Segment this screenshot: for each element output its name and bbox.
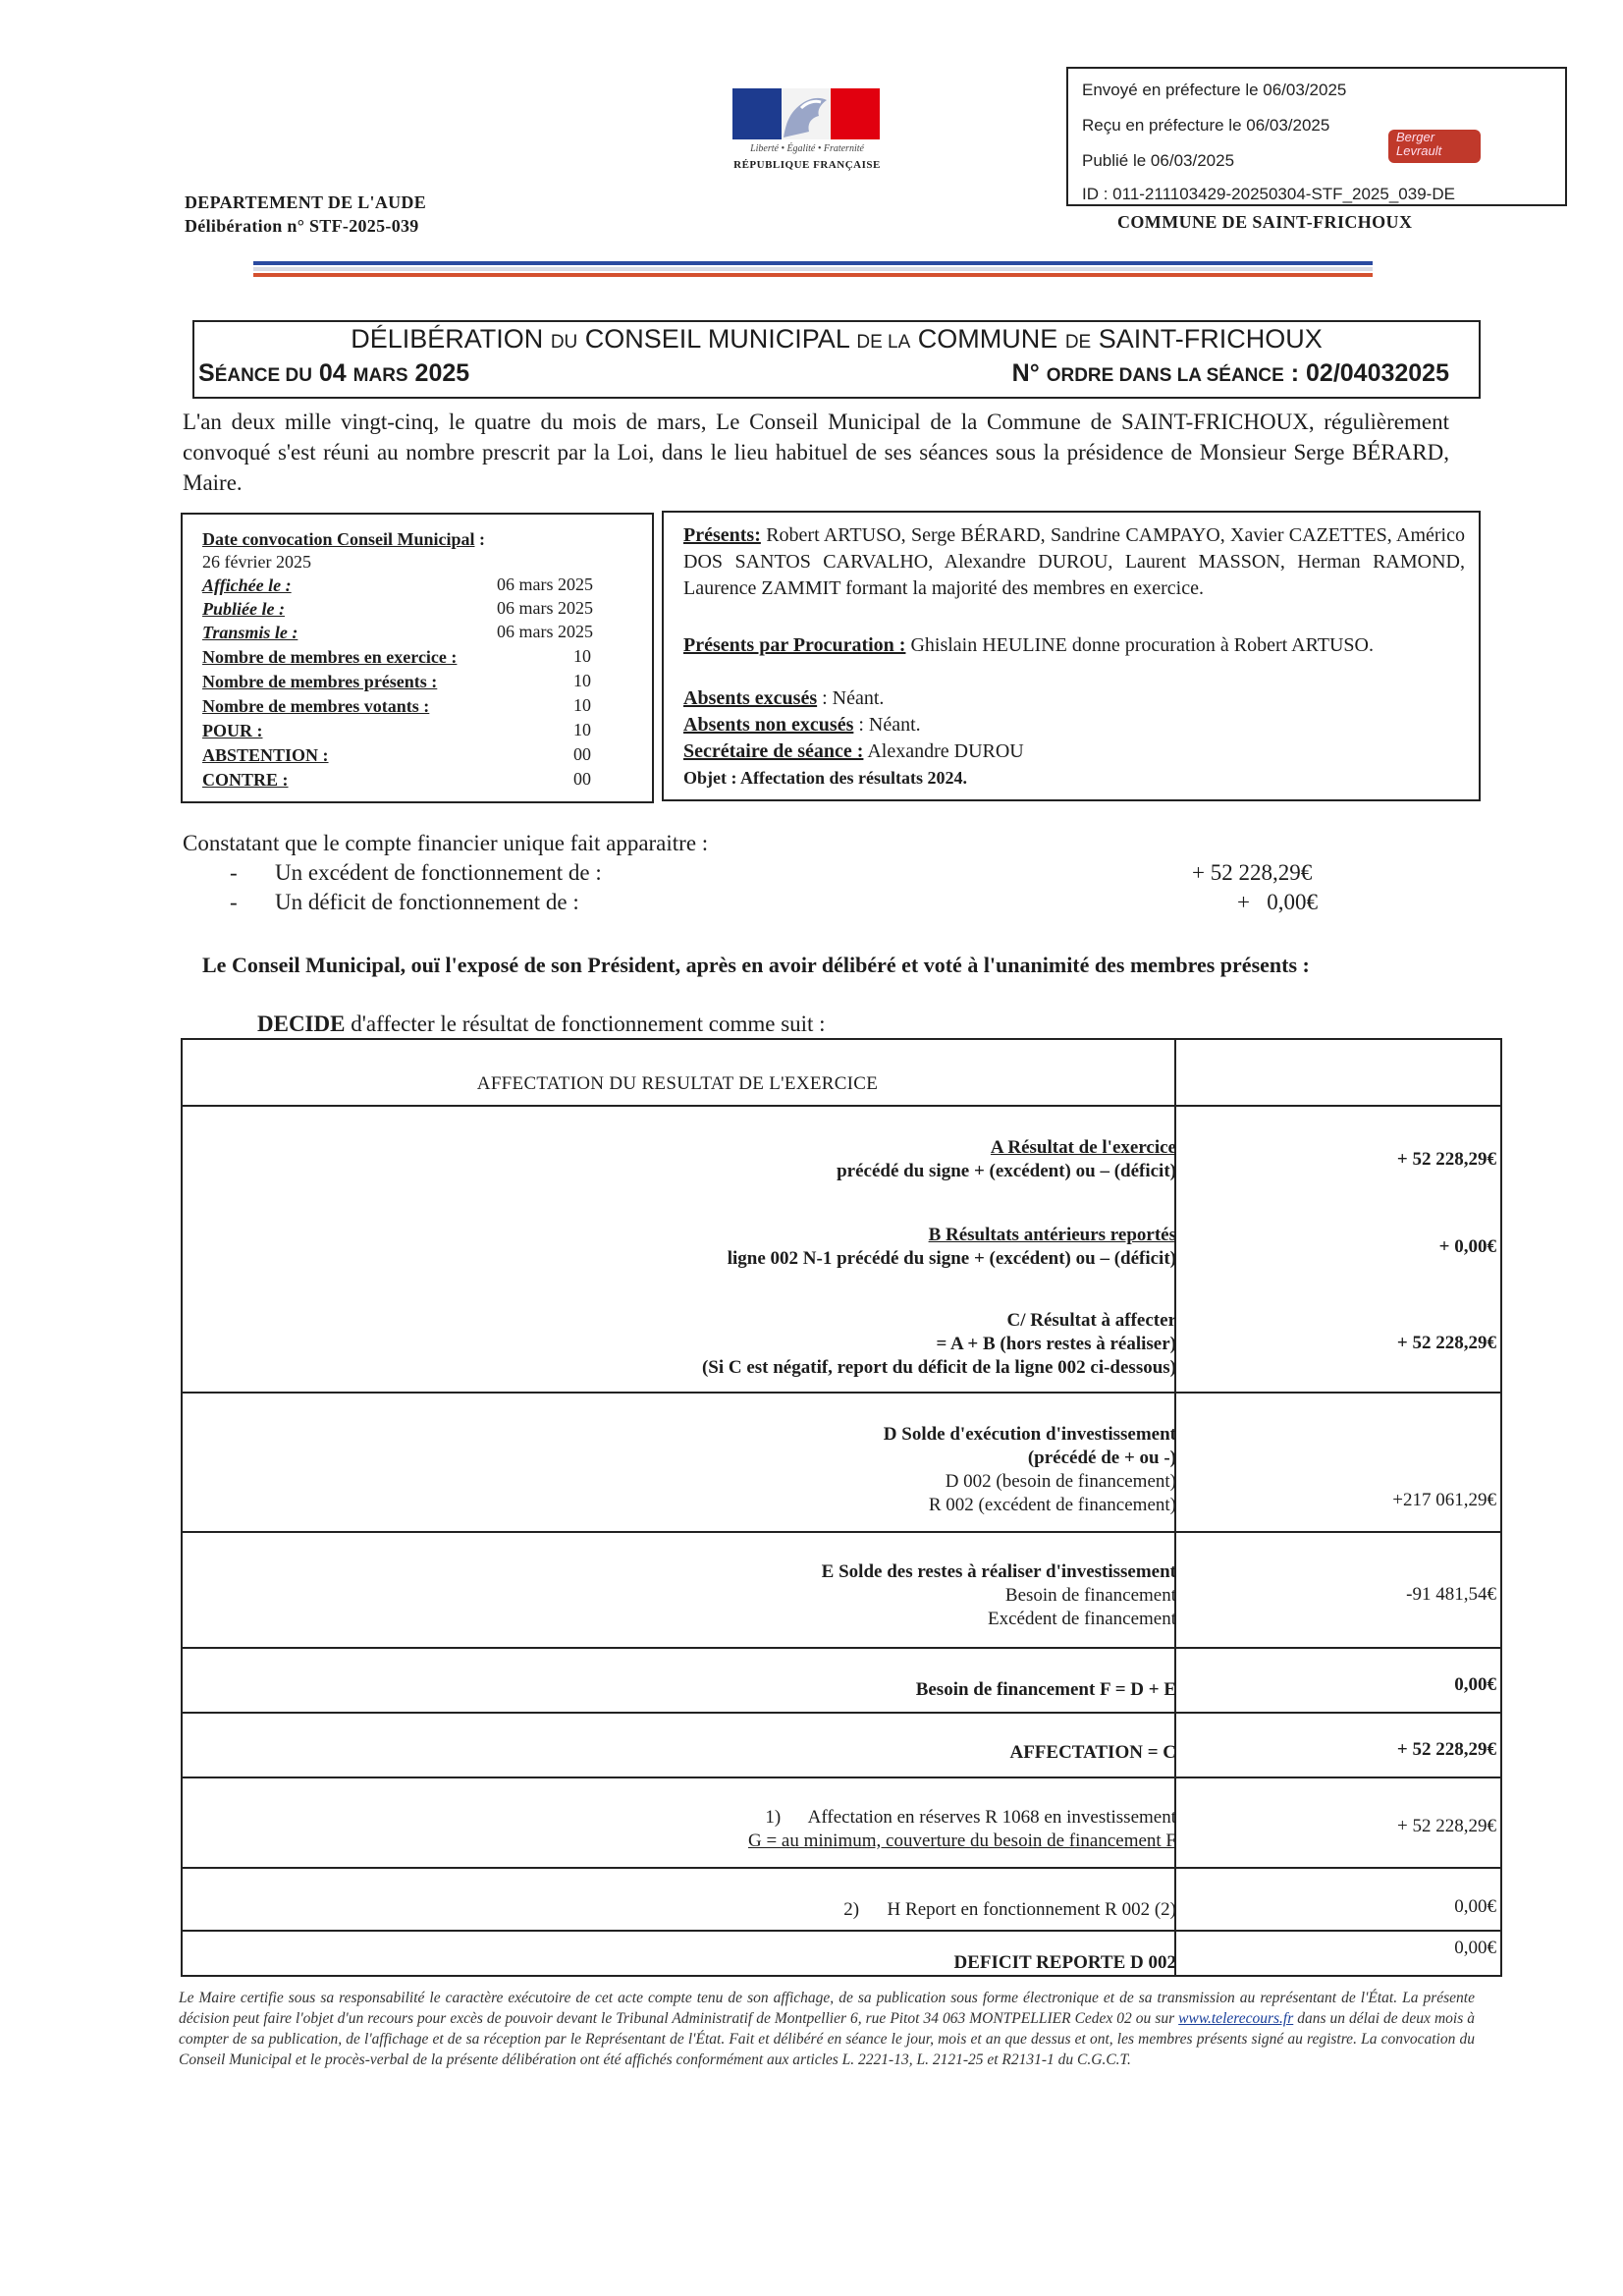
session-word: ÉANCE DU — [214, 365, 312, 386]
legal-footer — [179, 1988, 1475, 2070]
logo-motto: Liberté • Égalité • Fraternité — [750, 143, 864, 154]
decide-text: d'affecter le résultat de fonctionnement comme suit : — [345, 1011, 826, 1036]
berger-levrault-logo — [1388, 130, 1481, 163]
row-c-title: C/ Résultat à affecter — [1006, 1310, 1176, 1331]
deficit-row-value: 0,00€ — [1454, 1938, 1496, 1958]
abstention-label: ABSTENTION : — [202, 745, 329, 765]
tricolor-separator — [253, 261, 1373, 277]
transmitted-value: 06 mars 2025 — [497, 622, 593, 641]
unexcused-members — [683, 712, 1465, 738]
object-text: Affectation des résultats 2024. — [736, 768, 967, 788]
prefecture-stamp — [1066, 67, 1567, 206]
row-e-label — [822, 1560, 1176, 1631]
title-word: DE LA — [856, 332, 911, 353]
unexcused-label: Absents non excusés — [683, 714, 854, 736]
proxy-members — [683, 632, 1465, 659]
stamp-id: ID : 011-211103429-20250304-STF_2025_039-DE — [1082, 185, 1455, 203]
abstention-value: 00 — [573, 744, 591, 764]
present-count-label: Nombre de membres présents : — [202, 672, 438, 691]
r1068-line2: G = au minimum, couverture du besoin de financement F — [748, 1831, 1176, 1851]
commune-header: COMMUNE DE SAINT-FRICHOUX — [1117, 212, 1413, 232]
order-word: : 02/04032025 — [1290, 359, 1449, 387]
row-b-label — [728, 1224, 1176, 1271]
row-d-sub1: (précédé de + ou -) — [1027, 1448, 1176, 1468]
convocation-date: 26 février 2025 — [202, 552, 311, 572]
excused-members — [683, 685, 1465, 712]
session-word: 04 — [318, 359, 347, 387]
row-d-title: D Solde d'exécution d'investissement — [883, 1424, 1176, 1445]
attendance-box — [662, 511, 1481, 801]
r1068-line1: 1) Affectation en réserves R 1068 en investissement — [765, 1807, 1176, 1828]
r1068-value: + 52 228,29€ — [1397, 1816, 1496, 1836]
table-header-value-cell — [1174, 1038, 1502, 1107]
bullet-dash: - — [230, 860, 238, 885]
against-label: CONTRE : — [202, 770, 289, 790]
present-count-value: 10 — [573, 671, 591, 690]
row-c-value: + 52 228,29€ — [1396, 1333, 1496, 1353]
against-value: 00 — [573, 769, 591, 789]
order-number — [1012, 359, 1449, 388]
row-f-label: Besoin de financement F = D + E — [915, 1679, 1176, 1700]
row-b-title: B Résultats antérieurs reportés — [928, 1225, 1176, 1245]
session-word: 2025 — [414, 359, 470, 387]
title-word: DÉLIBÉRATION — [351, 324, 544, 354]
surplus-value: + 52 228,29€ — [1192, 860, 1313, 885]
row-c-sub1: = A + B (hors restes à réaliser) — [936, 1334, 1176, 1354]
findings-intro: Constatant que le compte financier unique fait apparaitre : — [183, 831, 709, 855]
published-label: Publiée le : — [202, 599, 285, 619]
decision-text: Le Conseil Municipal, ouï l'exposé de son Président, après en avoir délibéré et voté à l'unanimité des membres présents : — [202, 953, 1310, 977]
department-name: DEPARTEMENT DE L'AUDE — [185, 192, 427, 212]
brand-line1: Berger — [1396, 130, 1435, 144]
footer-text-2: dans un délai de deux mois à compter de sa publication, de l'affichage et de sa réception par le Représentant de l'État. Fait et délibéré en séance le jour, mois et an que dessus et ont, les membres présents signé au registre. La convocation du Conseil Municipal et le procès-verbal de la présente délibération ont été affichés conformément aux articles L. 2221-13, L. 2121-25 et R2131-1 du C.G.C.T. — [179, 2010, 1475, 2068]
table-header-cell — [181, 1038, 1176, 1107]
row-b-sub: ligne 002 N-1 précédé du signe + (excédent) ou – (déficit) — [727, 1248, 1176, 1269]
secretary-label: Secrétaire de séance : — [683, 740, 864, 762]
secretary — [683, 738, 1465, 765]
row-a-title: A Résultat de l'exercice — [990, 1137, 1176, 1158]
members-value: 10 — [573, 646, 591, 666]
convocation-label-text: Date convocation Conseil Municipal — [202, 529, 475, 549]
deficit-row-label: DEFICIT REPORTE D 002 — [953, 1952, 1176, 1973]
affectation-value: + 52 228,29€ — [1396, 1739, 1496, 1760]
order-word: N° — [1011, 359, 1040, 387]
present-text: Robert ARTUSO, Serge BÉRARD, Sandrine CAMPAYO, Xavier CAZETTES, Américo DOS SANTOS CARVALHO, Alexandre DUROU, Laurent MASSON, Herman RAMOND, Laurence ZAMMIT formant la majorité des membres en exercice. — [683, 524, 1465, 599]
session-word: S — [198, 359, 215, 387]
h-value: 0,00€ — [1454, 1896, 1496, 1917]
row-a-value: + 52 228,29€ — [1396, 1149, 1496, 1170]
intro-paragraph: L'an deux mille vingt-cinq, le quatre du mois de mars, Le Conseil Municipal de la Commune de SAINT-FRICHOUX, régulièrement convoqué s'est réuni au nombre prescrit par la Loi, dans le lieu habituel de ses séances sous la présidence de Monsieur Serge BÉRARD, Maire. — [183, 410, 1449, 495]
r1068-label — [748, 1806, 1176, 1853]
secretary-text: Alexandre DUROU — [863, 740, 1024, 762]
voters-label: Nombre de membres votants : — [202, 696, 430, 716]
footer-text-1: Le Maire certifie sous sa responsabilité le caractère exécutoire de cet acte compte tenu de son affichage, de sa publication sous forme électronique et de sa transmission au représentant de l'État. La présente décision peut faire l'objet d'un recours pour excès de pouvoir devant le Tribunal Administratif de Montpellier 6, rue Pitot 34 063 MONTPELLIER Cedex 02 ou sur — [179, 1990, 1475, 2027]
brand-line2: Levrault — [1396, 143, 1442, 158]
for-label: POUR : — [202, 721, 263, 740]
f-value-cell — [1174, 1647, 1502, 1714]
row-b-value: + 0,00€ — [1438, 1236, 1496, 1257]
title-box — [192, 320, 1481, 399]
affectation-label: AFFECTATION = C — [1009, 1742, 1176, 1763]
deliberation-number: Délibération n° STF-2025-039 — [185, 216, 419, 236]
bullet-dash: - — [230, 890, 238, 914]
marianne-logo — [730, 88, 884, 181]
stamp-sent: Envoyé en préfecture le 06/03/2025 — [1082, 81, 1347, 99]
row-f-value: 0,00€ — [1454, 1674, 1496, 1695]
row-d-value: +217 061,29€ — [1392, 1490, 1496, 1510]
deliberation-title — [194, 324, 1479, 355]
decide-line — [257, 1011, 826, 1037]
row-c-label — [702, 1309, 1176, 1380]
posted-label: Affichée le : — [202, 575, 292, 595]
session-date — [198, 359, 469, 388]
convocation-colon: : — [474, 529, 485, 549]
row-d-label — [884, 1423, 1176, 1517]
allocation-table — [181, 1038, 1502, 1977]
convocation-label — [202, 528, 485, 550]
proxy-text: Ghislain HEULINE donne procuration à Robert ARTUSO. — [905, 634, 1374, 656]
telerecours-link[interactable]: www.telerecours.fr — [1178, 2010, 1294, 2027]
title-word: CONSEIL MUNICIPAL — [584, 324, 849, 354]
deficit-value: + 0,00€ — [1237, 890, 1318, 914]
title-word: SAINT-FRICHOUX — [1098, 324, 1323, 354]
present-label: Présents: — [683, 524, 761, 546]
h-value-cell — [1174, 1867, 1502, 1932]
deficit-value-cell — [1174, 1930, 1502, 1977]
object — [683, 765, 1465, 792]
unexcused-text: : Néant. — [853, 714, 921, 736]
session-word: MARS — [352, 365, 408, 386]
stamp-received: Reçu en préfecture le 06/03/2025 — [1082, 116, 1330, 135]
row-e-sub1: Besoin de financement — [1004, 1585, 1176, 1606]
surplus-label: Un excédent de fonctionnement de : — [275, 860, 602, 885]
row-e-title: E Solde des restes à réaliser d'investissement — [821, 1561, 1176, 1582]
row-c-sub2: (Si C est négatif, report du déficit de la ligne 002 ci-dessous) — [701, 1357, 1176, 1378]
logo-republic-text: RÉPUBLIQUE FRANÇAISE — [733, 159, 881, 171]
row-d-sub2: D 002 (besoin de financement) — [945, 1471, 1176, 1492]
decide-word: DECIDE — [257, 1011, 346, 1036]
voters-value: 10 — [573, 695, 591, 715]
department-header — [185, 191, 426, 238]
present-members — [683, 522, 1465, 602]
proxy-label: Présents par Procuration : — [683, 634, 906, 656]
row-e-sub2: Excédent de financement — [987, 1609, 1176, 1629]
object-label: Objet : — [683, 768, 737, 788]
deficit-label: Un déficit de fonctionnement de : — [275, 890, 579, 914]
convocation-box — [181, 513, 654, 803]
transmitted-label: Transmis le : — [202, 623, 298, 642]
marianne-flag-icon — [732, 88, 880, 139]
title-word: DU — [550, 332, 578, 353]
excused-text: : Néant. — [817, 687, 885, 709]
excused-label: Absents excusés — [683, 687, 818, 709]
row-a-sub: précédé du signe + (excédent) ou – (déficit) — [837, 1161, 1176, 1181]
title-word: DE — [1064, 332, 1092, 353]
order-word: ORDRE DANS LA SÉANCE — [1046, 365, 1284, 386]
published-value: 06 mars 2025 — [497, 598, 593, 618]
row-e-value: -91 481,54€ — [1406, 1584, 1496, 1605]
table-header: AFFECTATION DU RESULTAT DE L'EXERCICE — [476, 1073, 879, 1094]
row-a-label — [837, 1136, 1176, 1183]
title-word: COMMUNE — [917, 324, 1058, 354]
row-d-sub3: R 002 (excédent de financement) — [928, 1495, 1176, 1515]
h-label: 2) H Report en fonctionnement R 002 (2) — [843, 1899, 1176, 1920]
members-label: Nombre de membres en exercice : — [202, 647, 458, 667]
d-value-cell — [1174, 1392, 1502, 1533]
stamp-published: Publié le 06/03/2025 — [1082, 151, 1235, 170]
posted-value: 06 mars 2025 — [497, 574, 593, 594]
for-value: 10 — [573, 720, 591, 739]
